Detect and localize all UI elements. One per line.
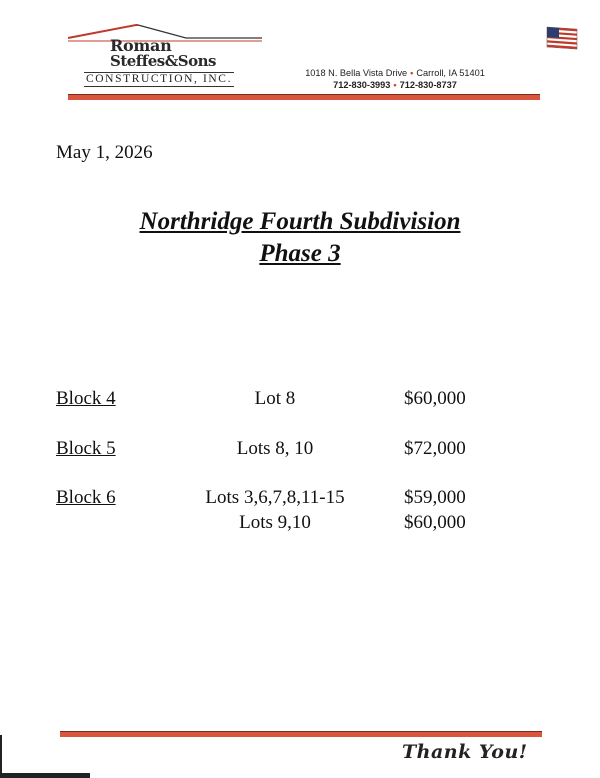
subdivision-title: Northridge Fourth Subdivision xyxy=(139,208,461,235)
block-label: Block 4 xyxy=(56,388,116,409)
us-flag-icon xyxy=(546,26,578,52)
company-phones xyxy=(290,80,500,90)
separator-dot: • xyxy=(393,80,397,90)
address-street: 1018 N. Bella Vista Drive xyxy=(305,68,408,78)
lots-text: Lots 3,6,7,8,11-15 xyxy=(205,487,345,508)
separator-dot: • xyxy=(410,68,414,78)
lot-price: $59,000 xyxy=(404,487,466,508)
address-city: Carroll, IA 51401 xyxy=(416,68,485,78)
lots-text: Lot 8 xyxy=(254,388,296,409)
scan-edge-artifact xyxy=(0,773,90,778)
lots-text: Lots 9,10 xyxy=(239,512,311,533)
logo-text-roman: Roman xyxy=(110,36,172,55)
company-logo xyxy=(66,22,266,90)
lot-price: $60,000 xyxy=(404,512,466,533)
lot-price: $60,000 xyxy=(404,388,466,409)
footer-divider xyxy=(60,731,542,737)
thank-you-text: Thank You! xyxy=(402,741,528,763)
company-address xyxy=(290,68,500,78)
header-divider xyxy=(68,94,540,100)
block-label: Block 5 xyxy=(56,438,116,459)
lots-text: Lots 8, 10 xyxy=(236,438,314,459)
logo-text-steffes-sons: Steffes&Sons xyxy=(110,52,216,70)
scan-edge-artifact xyxy=(0,735,2,778)
block-label: Block 6 xyxy=(56,487,116,508)
logo-text-construction: CONSTRUCTION, INC. xyxy=(86,73,233,85)
phone-2: 712-830-8737 xyxy=(399,80,457,90)
lot-price: $72,000 xyxy=(404,438,466,459)
phase-title: Phase 3 xyxy=(259,240,341,267)
letter-date: May 1, 2026 xyxy=(56,142,153,163)
phone-1: 712-830-3993 xyxy=(333,80,391,90)
